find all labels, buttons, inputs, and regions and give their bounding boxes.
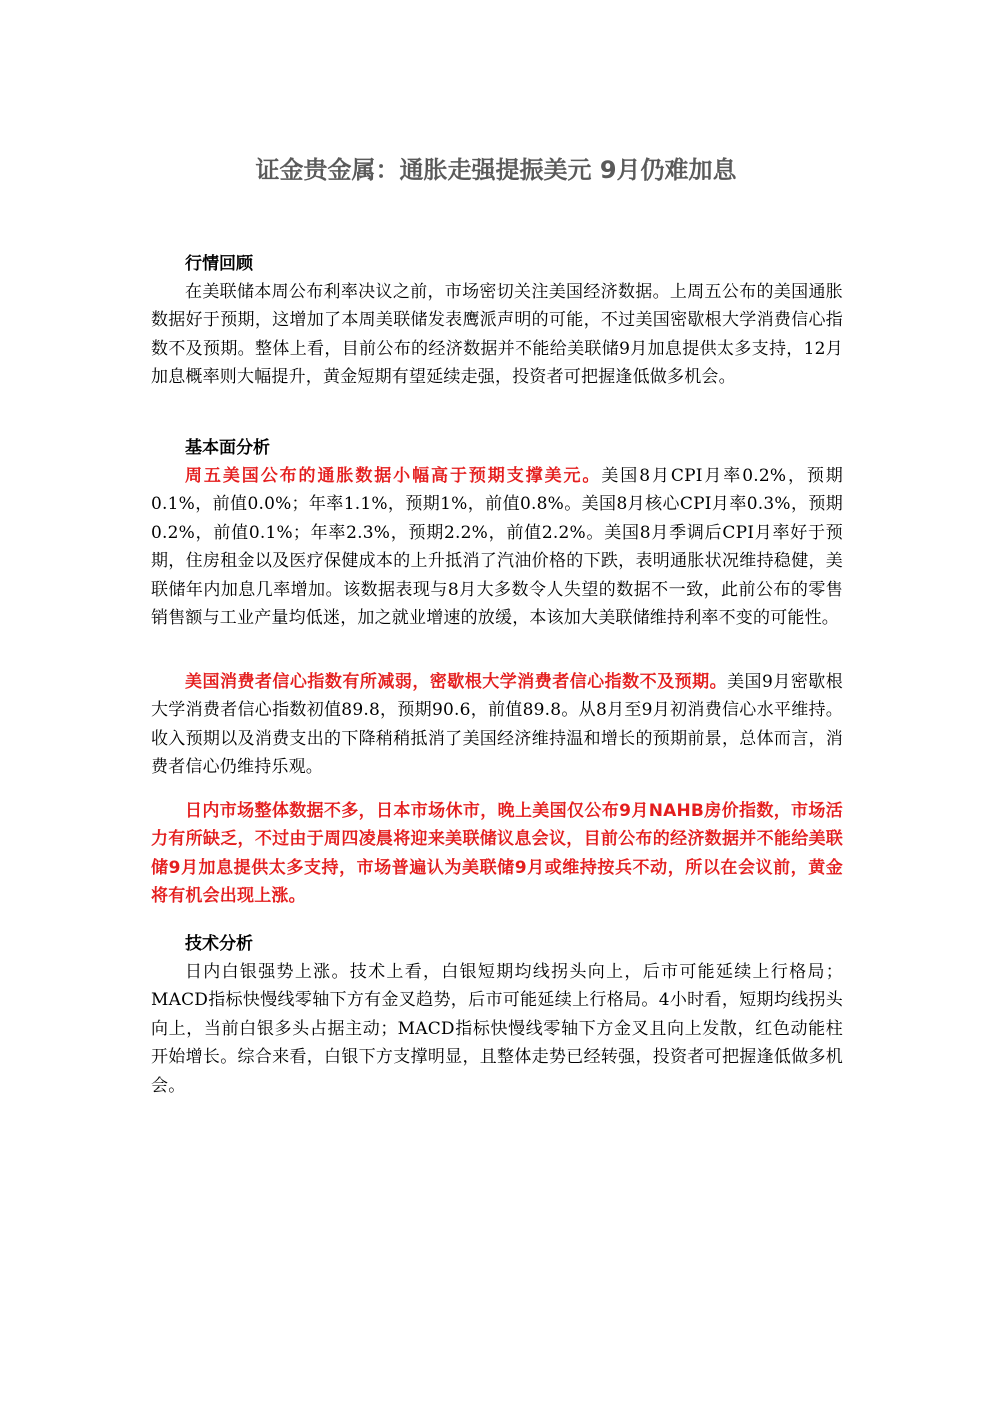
- intraday-outlook-section: [151, 797, 843, 911]
- cpi-highlight: 周五美国公布的通胀数据小幅高于预期支撑美元。: [185, 466, 602, 486]
- market-review-heading: 行情回顾: [185, 254, 253, 274]
- document-title: 证金贵金属：通胀走强提振美元 9月仍难加息: [255, 156, 737, 184]
- consumer-confidence-paragraph: [151, 668, 843, 782]
- fundamental-analysis-heading: 基本面分析: [185, 438, 270, 458]
- technical-analysis-section: [151, 930, 843, 1100]
- consumer-confidence-body: 美国9月密歇根大学消费者信心指数初值89.8，预期90.6，前值89.8。从8月至9月初消费信心水平维持。收入预期以及消费支出的下降稍稍抵消了美国经济维持温和增长的预期前景，总体而言，消费者信心仍维持乐观。: [151, 672, 843, 778]
- consumer-confidence-highlight: 美国消费者信心指数有所减弱，密歇根大学消费者信心指数不及预期。: [185, 672, 728, 692]
- cpi-paragraph: [151, 462, 843, 632]
- technical-analysis-heading: 技术分析: [185, 934, 253, 954]
- cpi-body: 美国8月CPI月率0.2%，预期0.1%，前值0.0%；年率1.1%，预期1%，前值0.8%。美国8月核心CPI月率0.3%，预期0.2%，前值0.1%；年率2.3%，预期2.2%，前值2.2%。美国8月季调后CPI月率好于预期，住房租金以及医疗保健成本的上升抵消了汽油价格的下跌，表明通胀状况维持稳健，美联储年内加息几率增加。该数据表现与8月大多数令人失望的数据不一致，此前公布的零售销售额与工业产量均低迷，加之就业增速的放缓，本该加大美联储维持利率不变的可能性。: [151, 466, 843, 629]
- market-review-paragraph: 在美联储本周公布利率决议之前，市场密切关注美国经济数据。上周五公布的美国通胀数据好于预期，这增加了本周美联储发表鹰派声明的可能，不过美国密歇根大学消费信心指数不及预期。整体上看，目前公布的经济数据并不能给美联储9月加息提供太多支持，12月加息概率则大幅提升，黄金短期有望延续走强，投资者可把握逢低做多机会。: [151, 282, 843, 388]
- market-review-section: [151, 250, 843, 392]
- intraday-outlook-paragraph: 日内市场整体数据不多，日本市场休市，晚上美国仅公布9月NAHB房价指数，市场活力有所缺乏，不过由于周四凌晨将迎来美联储议息会议，目前公布的经济数据并不能给美联储9月加息提供太多支持，市场普遍认为美联储9月或维持按兵不动，所以在会议前，黄金将有机会出现上涨。: [151, 801, 843, 907]
- technical-analysis-paragraph: 日内白银强势上涨。技术上看，白银短期均线拐头向上，后市可能延续上行格局；MACD指标快慢线零轴下方有金叉趋势，后市可能延续上行格局。4小时看，短期均线拐头向上，当前白银多头占据主动；MACD指标快慢线零轴下方金叉且向上发散，红色动能柱开始增长。综合来看，白银下方支撑明显，且整体走势已经转强，投资者可把握逢低做多机会。: [151, 962, 843, 1096]
- fundamental-analysis-section: [151, 434, 843, 632]
- consumer-confidence-section: [151, 668, 843, 782]
